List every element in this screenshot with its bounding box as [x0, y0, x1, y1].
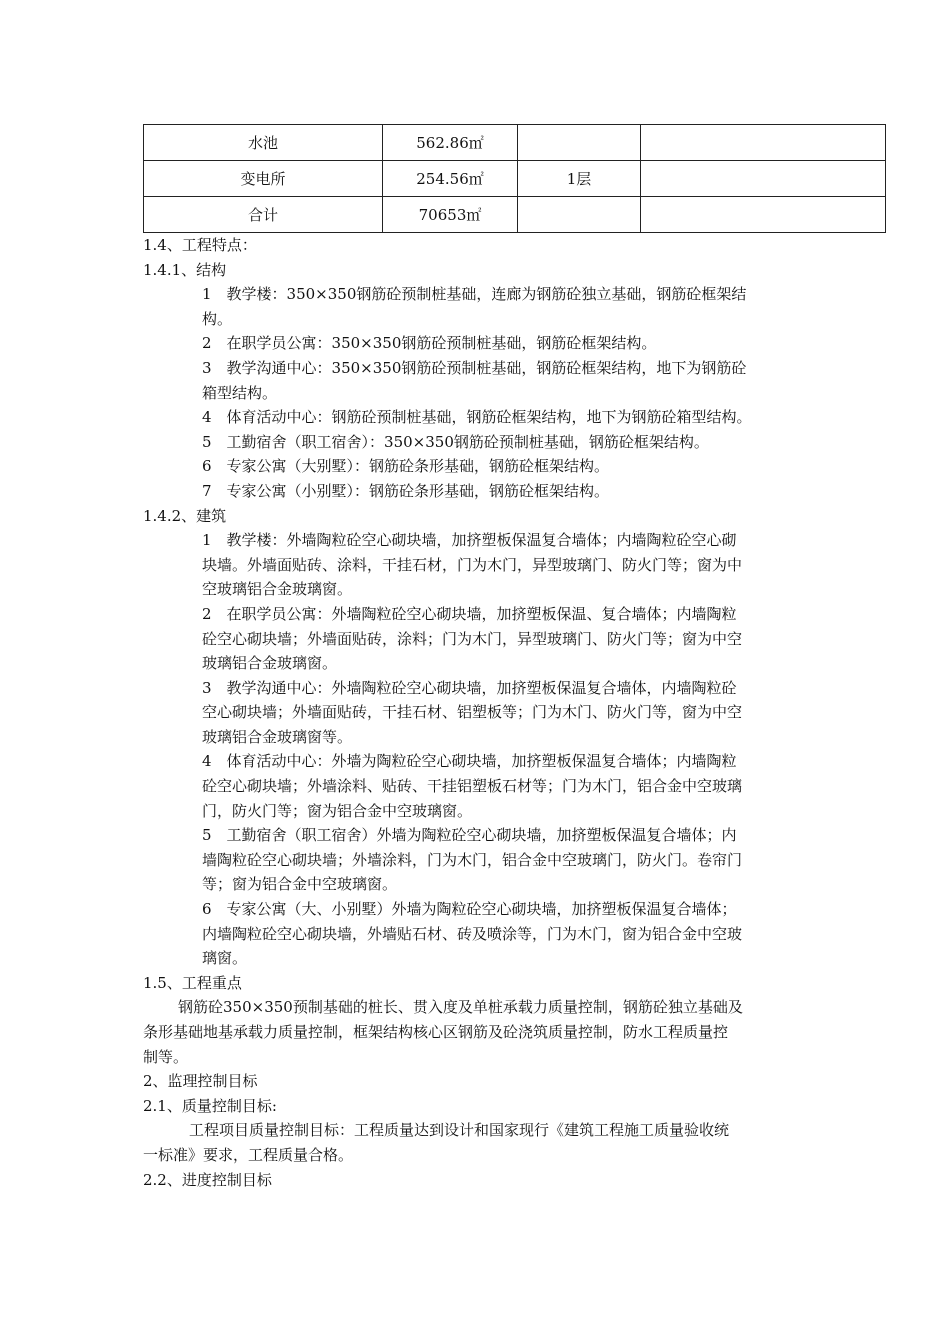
list-item-line: 空玻璃铝合金玻璃窗。	[202, 580, 353, 599]
building-area-table	[143, 124, 886, 233]
list-item	[143, 602, 813, 676]
table-row	[144, 197, 886, 233]
paragraph	[143, 1118, 813, 1167]
list-item-line: 玻璃铝合金玻璃窗等。	[202, 727, 353, 746]
table-row	[144, 125, 886, 161]
list-item-line: 1 教学楼：350×350钢筋砼预制桩基础，连廊为钢筋砼独立基础，钢筋砼框架结	[202, 285, 747, 304]
list-item	[143, 749, 813, 823]
subsection-heading: 1.4.2、建筑	[143, 506, 227, 525]
list-item-line: 6 专家公寓（大、小别墅）外墙为陶粒砼空心砌块墙，加挤塑板保温复合墙体；	[202, 900, 737, 919]
table-cell-note	[641, 125, 886, 161]
list-item	[143, 405, 813, 430]
table-cell-name: 合计	[144, 197, 383, 233]
list-item-line: 箱型结构。	[202, 383, 278, 402]
document-body	[143, 233, 813, 1192]
paragraph-line: 条形基础地基承载力质量控制，框架结构核心区钢筋及砼浇筑质量控制，防水工程质量控	[143, 1023, 729, 1041]
list-item-line: 2 在职学员公寓：外墙陶粒砼空心砌块墙，加挤塑板保温、复合墙体；内墙陶粒	[202, 604, 737, 623]
list-item-line: 构。	[202, 309, 233, 328]
paragraph-line: 钢筋砼350×350预制基础的桩长、贯入度及单桩承载力质量控制，钢筋砼独立基础及	[178, 998, 743, 1017]
list-item	[143, 823, 813, 897]
table-cell-floors	[518, 197, 641, 233]
list-item-line: 2 在职学员公寓：350×350钢筋砼预制桩基础，钢筋砼框架结构。	[202, 334, 657, 353]
list-item-line: 墙陶粒砼空心砌块墙；外墙涂料，门为木门，铝合金中空玻璃门，防火门。卷帘门	[202, 850, 743, 869]
list-item-line: 4 体育活动中心：钢筋砼预制桩基础，钢筋砼框架结构，地下为钢筋砼箱型结构。	[202, 408, 752, 427]
subsection-heading: 2.1、质量控制目标:	[143, 1096, 277, 1115]
list-item	[143, 454, 813, 479]
subsection-heading: 2.2、进度控制目标	[143, 1170, 272, 1189]
list-item-line: 7 专家公寓（小别墅）：钢筋砼条形基础，钢筋砼框架结构。	[202, 481, 610, 500]
table-cell-name: 水池	[144, 125, 383, 161]
list-item-line: 门，防火门等；窗为铝合金中空玻璃窗。	[202, 801, 473, 820]
subsection-heading: 1.4.1、结构	[143, 260, 227, 279]
table-row	[144, 161, 886, 197]
list-item-line: 内墙陶粒砼空心砌块墙，外墙贴石材、砖及喷涂等，门为木门，窗为铝合金中空玻	[202, 924, 743, 943]
list-item-line: 6 专家公寓（大别墅）：钢筋砼条形基础，钢筋砼框架结构。	[202, 457, 610, 476]
paragraph-line: 制等。	[143, 1047, 189, 1066]
table-cell-note	[641, 197, 886, 233]
table-cell-area: 70653㎡	[383, 197, 518, 233]
list-item-line: 砼空心砌块墙；外墙面贴砖，涂料；门为木门，异型玻璃门、防火门等；窗为中空	[202, 629, 743, 648]
table-cell-floors: 1层	[518, 161, 641, 197]
section-heading: 1.5、工程重点	[143, 973, 242, 992]
table-cell-floors	[518, 125, 641, 161]
list-item	[143, 356, 813, 405]
paragraph	[143, 995, 813, 1069]
list-item-line: 4 体育活动中心：外墙为陶粒砼空心砌块墙，加挤塑板保温复合墙体；内墙陶粒	[202, 752, 737, 771]
list-item-line: 等；窗为铝合金中空玻璃窗。	[202, 875, 398, 894]
list-item-line: 璃窗。	[202, 949, 248, 968]
table-cell-name: 变电所	[144, 161, 383, 197]
list-item	[143, 479, 813, 504]
list-item-line: 1 教学楼：外墙陶粒砼空心砌块墙，加挤塑板保温复合墙体；内墙陶粒砼空心砌	[202, 531, 737, 550]
list-item	[143, 430, 813, 455]
list-item	[143, 282, 813, 331]
table-cell-note	[641, 161, 886, 197]
list-item-line: 5 工勤宿舍（职工宿舍）外墙为陶粒砼空心砌块墙，加挤塑板保温复合墙体；内	[202, 826, 737, 845]
list-item	[143, 897, 813, 971]
table-cell-area: 254.56㎡	[383, 161, 518, 197]
list-item-line: 3 教学沟通中心：外墙陶粒砼空心砌块墙，加挤塑板保温复合墙体，内墙陶粒砼	[202, 678, 737, 697]
list-item	[143, 331, 813, 356]
paragraph-line: 一标准》要求，工程质量合格。	[143, 1145, 354, 1164]
list-item-line: 3 教学沟通中心：350×350钢筋砼预制桩基础，钢筋砼框架结构，地下为钢筋砼	[202, 358, 747, 377]
list-item-line: 玻璃铝合金玻璃窗。	[202, 654, 338, 673]
list-item	[143, 676, 813, 750]
paragraph-line: 工程项目质量控制目标：工程质量达到设计和国家现行《建筑工程施工质量验收统	[189, 1121, 730, 1140]
section-heading: 1.4、工程特点：	[143, 236, 257, 254]
list-item-line: 空心砌块墙；外墙面贴砖，干挂石材、铝塑板等；门为木门、防火门等，窗为中空	[202, 703, 743, 722]
list-item-line: 砼空心砌块墙；外墙涂料、贴砖、干挂铝塑板石材等；门为木门，铝合金中空玻璃	[202, 777, 743, 796]
section-heading: 2、监理控制目标	[143, 1072, 258, 1091]
list-item-line: 块墙。外墙面贴砖、涂料，干挂石材，门为木门，异型玻璃门、防火门等；窗为中	[202, 555, 743, 574]
list-item	[143, 528, 813, 602]
list-item-line: 5 工勤宿舍（职工宿舍）：350×350钢筋砼预制桩基础，钢筋砼框架结构。	[202, 432, 709, 451]
table-cell-area: 562.86㎡	[383, 125, 518, 161]
